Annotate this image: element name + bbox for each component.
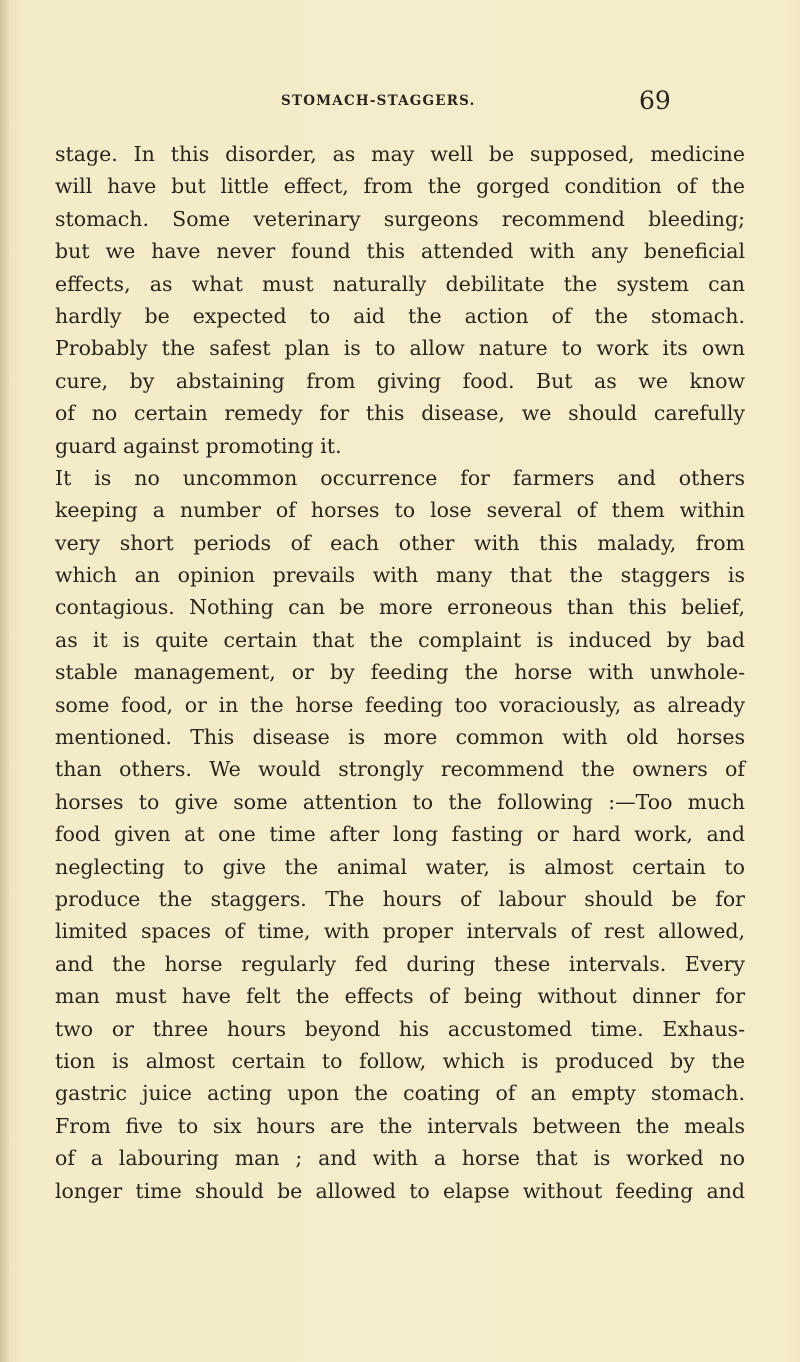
- text-line: but we have never found this attended with any beneficial: [55, 239, 745, 264]
- running-title: STOMACH-STAGGERS.: [281, 93, 476, 109]
- text-line: produce the staggers. The hours of labour should be for: [55, 886, 745, 911]
- text-line: very short periods of each other with this malady, from: [55, 530, 745, 555]
- text-line: gastric juice acting upon the coating of an empty stomach.: [55, 1081, 745, 1106]
- text-line: hardly be expected to aid the action of the stomach.: [55, 303, 745, 328]
- paragraph-start-line: It is no uncommon occurrence for farmers and others: [55, 465, 745, 490]
- text-line: longer time should be allowed to elapse without feeding and: [55, 1178, 745, 1203]
- text-line: neglecting to give the animal water, is almost certain to: [55, 854, 745, 879]
- text-line: keeping a number of horses to lose several of them within: [55, 498, 745, 523]
- text-line: stomach. Some veterinary surgeons recommend bleeding;: [55, 206, 745, 231]
- page-header: [0, 86, 800, 120]
- text-line: mentioned. This disease is more common with old horses: [55, 725, 745, 750]
- text-line: two or three hours beyond his accustomed time. Exhaus-: [55, 1016, 745, 1041]
- text-line: which an opinion prevails with many that the staggers is: [55, 563, 745, 588]
- text-line: and the horse regularly fed during these intervals. Every: [55, 951, 745, 976]
- text-line: limited spaces of time, with proper intervals of rest allowed,: [55, 919, 745, 944]
- text-line: From five to six hours are the intervals between the meals: [55, 1113, 745, 1138]
- text-line: of a labouring man ; and with a horse that is worked no: [55, 1146, 745, 1171]
- text-line: effects, as what must naturally debilitate the system can: [55, 271, 745, 296]
- text-line: Probably the safest plan is to allow nature to work its own: [55, 336, 745, 361]
- page-gutter-edge: [0, 0, 9, 1362]
- text-line: will have but little effect, from the gorged condition of the: [55, 174, 745, 199]
- text-line: man must have felt the effects of being without dinner for: [55, 984, 745, 1009]
- text-line: horses to give some attention to the following :—Too much: [55, 789, 745, 814]
- text-line: cure, by abstaining from giving food. But as we know: [55, 368, 745, 393]
- text-line: food given at one time after long fasting or hard work, and: [55, 822, 745, 847]
- text-line: contagious. Nothing can be more erroneous than this belief,: [55, 595, 745, 620]
- body-text: [55, 138, 745, 1207]
- text-line: than others. We would strongly recommend the owners of: [55, 757, 745, 782]
- paragraph-end-line: guard against promoting it.: [55, 433, 342, 458]
- page-number: 69: [639, 86, 671, 115]
- text-line: some food, or in the horse feeding too voraciously, as already: [55, 692, 745, 717]
- text-line: of no certain remedy for this disease, we should carefully: [55, 401, 745, 426]
- text-line: stage. In this disorder, as may well be supposed, medicine: [55, 142, 745, 166]
- text-line: stable management, or by feeding the horse with unwhole-: [55, 660, 745, 685]
- text-line: tion is almost certain to follow, which is produced by the: [55, 1048, 745, 1073]
- text-line: as it is quite certain that the complaint is induced by bad: [55, 627, 745, 652]
